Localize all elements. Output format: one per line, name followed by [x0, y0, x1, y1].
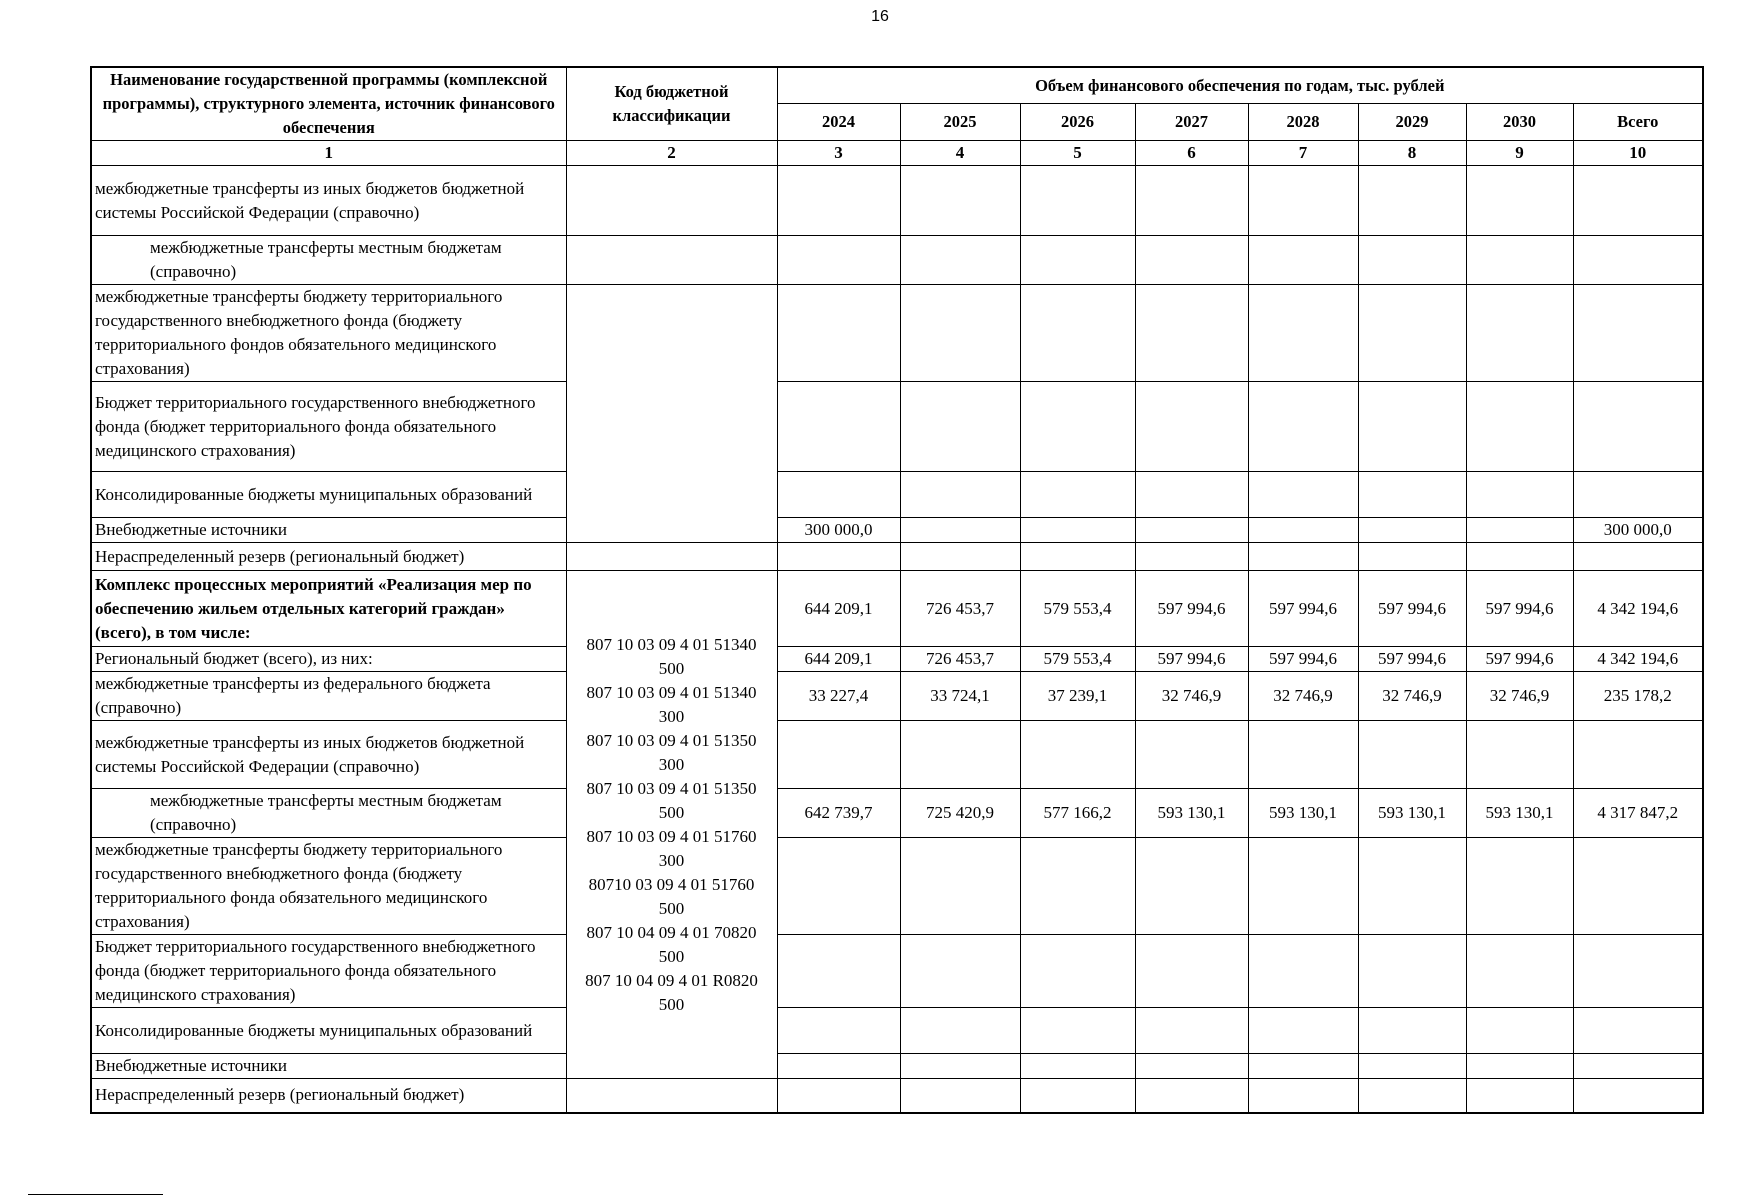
row-name: Внебюджетные источники [91, 1054, 566, 1079]
budget-code-line: 80710 03 09 4 01 51760 [588, 874, 755, 894]
value-cell [1020, 236, 1135, 285]
value-cell: 4 317 847,2 [1573, 789, 1703, 838]
row-name: межбюджетные трансферты местным бюджетам (справочно) [91, 789, 566, 838]
value-cell [1358, 472, 1466, 518]
value-cell [1020, 382, 1135, 472]
budget-code-line: 300 [658, 850, 685, 870]
value-cell [1466, 472, 1573, 518]
value-cell [777, 382, 900, 472]
code-cell [566, 236, 777, 285]
budget-code-line: 807 10 03 09 4 01 51760 [586, 826, 757, 846]
value-cell [1020, 166, 1135, 236]
value-cell: 4 342 194,6 [1573, 647, 1703, 672]
table-row [91, 1054, 1703, 1079]
value-cell: 597 994,6 [1248, 571, 1358, 647]
header-row-1 [91, 67, 1703, 104]
value-cell [1573, 935, 1703, 1008]
budget-code-line: 500 [658, 658, 685, 678]
column-number: 6 [1135, 141, 1248, 166]
value-cell [1248, 285, 1358, 382]
value-cell: 300 000,0 [777, 518, 900, 543]
value-cell [1135, 236, 1248, 285]
value-cell [1135, 166, 1248, 236]
row-name: межбюджетные трансферты бюджету территориального государственного внебюджетного фонда (бюджету территориального фонда обязательного медицинского страхования) [91, 838, 566, 935]
header-name-cell: Наименование государственной программы (комплексной программы), структурного элемента, источник финансового обеспечения [91, 67, 566, 141]
value-cell [1466, 1054, 1573, 1079]
table-row [91, 166, 1703, 236]
value-cell: 597 994,6 [1135, 647, 1248, 672]
value-cell [777, 721, 900, 789]
value-cell: 300 000,0 [1573, 518, 1703, 543]
value-cell [1248, 721, 1358, 789]
value-cell [1248, 166, 1358, 236]
budget-code-line: 807 10 04 09 4 01 R0820 [585, 970, 758, 990]
value-cell: 597 994,6 [1135, 571, 1248, 647]
table-row [91, 838, 1703, 935]
header-year-2030: 2030 [1466, 104, 1573, 141]
row-name: Бюджет территориального государственного внебюджетного фонда (бюджет территориального фонда обязательного медицинского страхования) [91, 935, 566, 1008]
header-year-2025: 2025 [900, 104, 1020, 141]
value-cell [1135, 721, 1248, 789]
value-cell [777, 1054, 900, 1079]
value-cell [1358, 721, 1466, 789]
value-cell [1135, 1054, 1248, 1079]
table-row [91, 518, 1703, 543]
value-cell [1358, 382, 1466, 472]
value-cell: 593 130,1 [1466, 789, 1573, 838]
value-cell [1020, 1008, 1135, 1054]
value-cell: 644 209,1 [777, 647, 900, 672]
value-cell [900, 382, 1020, 472]
budget-code-line: 807 10 03 09 4 01 51350 [586, 730, 757, 750]
table-row [91, 721, 1703, 789]
header-year-2026: 2026 [1020, 104, 1135, 141]
value-cell [900, 518, 1020, 543]
header-volume-cell: Объем финансового обеспечения по годам, тыс. рублей [777, 67, 1703, 104]
value-cell [1248, 236, 1358, 285]
value-cell [777, 166, 900, 236]
value-cell [1573, 543, 1703, 571]
row-name: Региональный бюджет (всего), из них: [91, 647, 566, 672]
value-cell [900, 838, 1020, 935]
table-row [91, 285, 1703, 382]
value-cell [900, 1054, 1020, 1079]
header-year-2028: 2028 [1248, 104, 1358, 141]
value-cell [1020, 1054, 1135, 1079]
value-cell [1466, 543, 1573, 571]
value-cell [777, 236, 900, 285]
value-cell [1573, 838, 1703, 935]
code-cell [566, 166, 777, 236]
column-number: 7 [1248, 141, 1358, 166]
row-name: межбюджетные трансферты из федерального бюджета (справочно) [91, 672, 566, 721]
value-cell [1466, 1008, 1573, 1054]
value-cell: 726 453,7 [900, 571, 1020, 647]
value-cell [1020, 1079, 1135, 1113]
value-cell [1248, 1079, 1358, 1113]
table-row [91, 382, 1703, 472]
value-cell [1573, 1079, 1703, 1113]
value-cell [900, 721, 1020, 789]
value-cell [900, 166, 1020, 236]
table-row [91, 789, 1703, 838]
value-cell: 235 178,2 [1573, 672, 1703, 721]
value-cell [1248, 472, 1358, 518]
value-cell [1020, 543, 1135, 571]
value-cell [1466, 721, 1573, 789]
value-cell [1573, 285, 1703, 382]
table-row [91, 543, 1703, 571]
value-cell [777, 838, 900, 935]
value-cell [900, 543, 1020, 571]
value-cell [1466, 518, 1573, 543]
budget-code-line: 807 10 03 09 4 01 51350 [586, 778, 757, 798]
column-number: 3 [777, 141, 900, 166]
row-name: Нераспределенный резерв (региональный бюджет) [91, 543, 566, 571]
value-cell: 32 746,9 [1358, 672, 1466, 721]
table-row [91, 1008, 1703, 1054]
value-cell [1248, 1054, 1358, 1079]
value-cell [1135, 382, 1248, 472]
code-cell [566, 1079, 777, 1113]
budget-code-cell [566, 571, 777, 1079]
column-number: 8 [1358, 141, 1466, 166]
code-cell [566, 285, 777, 543]
row-name: межбюджетные трансферты из иных бюджетов бюджетной системы Российской Федерации (справочно) [91, 166, 566, 236]
value-cell [1020, 721, 1135, 789]
value-cell [1466, 382, 1573, 472]
value-cell [1358, 543, 1466, 571]
value-cell: 642 739,7 [777, 789, 900, 838]
value-cell [777, 1008, 900, 1054]
value-cell [1248, 543, 1358, 571]
value-cell [1020, 935, 1135, 1008]
value-cell [1020, 518, 1135, 543]
budget-code-line: 300 [658, 754, 685, 774]
value-cell [1466, 285, 1573, 382]
value-cell [777, 543, 900, 571]
budget-code-line: 807 10 04 09 4 01 70820 [586, 922, 757, 942]
value-cell: 593 130,1 [1135, 789, 1248, 838]
value-cell: 37 239,1 [1020, 672, 1135, 721]
table-row [91, 935, 1703, 1008]
value-cell [777, 1079, 900, 1113]
value-cell [900, 1008, 1020, 1054]
column-number: 4 [900, 141, 1020, 166]
value-cell [1358, 1079, 1466, 1113]
value-cell: 32 746,9 [1466, 672, 1573, 721]
value-cell [1466, 1079, 1573, 1113]
table-row [91, 647, 1703, 672]
table-row [91, 472, 1703, 518]
column-number: 5 [1020, 141, 1135, 166]
value-cell [1358, 1054, 1466, 1079]
value-cell: 33 227,4 [777, 672, 900, 721]
value-cell: 577 166,2 [1020, 789, 1135, 838]
header-total: Всего [1573, 104, 1703, 141]
value-cell [1248, 382, 1358, 472]
value-cell [1358, 935, 1466, 1008]
value-cell: 644 209,1 [777, 571, 900, 647]
value-cell [1135, 285, 1248, 382]
value-cell [1135, 935, 1248, 1008]
column-number: 10 [1573, 141, 1703, 166]
row-name: Консолидированные бюджеты муниципальных образований [91, 1008, 566, 1054]
value-cell [1248, 1008, 1358, 1054]
value-cell: 597 994,6 [1248, 647, 1358, 672]
row-name: межбюджетные трансферты из иных бюджетов бюджетной системы Российской Федерации (справочно) [91, 721, 566, 789]
value-cell: 4 342 194,6 [1573, 571, 1703, 647]
value-cell: 726 453,7 [900, 647, 1020, 672]
table-row [91, 571, 1703, 647]
value-cell [1573, 166, 1703, 236]
row-name: межбюджетные трансферты местным бюджетам (справочно) [91, 236, 566, 285]
value-cell [1358, 166, 1466, 236]
page-number: 16 [871, 8, 889, 25]
financing-table [90, 66, 1704, 1114]
value-cell [1466, 935, 1573, 1008]
value-cell [777, 285, 900, 382]
header-code-cell: Код бюджетной классификации [566, 67, 777, 141]
code-cell [566, 543, 777, 571]
value-cell [1573, 382, 1703, 472]
budget-code-line: 500 [658, 946, 685, 966]
value-cell [1135, 1008, 1248, 1054]
value-cell: 579 553,4 [1020, 647, 1135, 672]
budget-code-line: 500 [658, 994, 685, 1014]
budget-code-line: 807 10 03 09 4 01 51340 [586, 682, 757, 702]
value-cell [1358, 285, 1466, 382]
value-cell [1358, 838, 1466, 935]
value-cell [900, 285, 1020, 382]
value-cell [1573, 1008, 1703, 1054]
value-cell: 579 553,4 [1020, 571, 1135, 647]
table-row [91, 1079, 1703, 1113]
value-cell: 593 130,1 [1248, 789, 1358, 838]
value-cell [1020, 472, 1135, 518]
value-cell [1358, 1008, 1466, 1054]
value-cell [1466, 166, 1573, 236]
row-name: Внебюджетные источники [91, 518, 566, 543]
value-cell: 725 420,9 [900, 789, 1020, 838]
table-row [91, 672, 1703, 721]
row-name: Нераспределенный резерв (региональный бюджет) [91, 1079, 566, 1113]
row-name: Консолидированные бюджеты муниципальных образований [91, 472, 566, 518]
value-cell [1573, 236, 1703, 285]
value-cell [1135, 518, 1248, 543]
value-cell [1358, 236, 1466, 285]
value-cell [1573, 472, 1703, 518]
value-cell [900, 1079, 1020, 1113]
value-cell: 597 994,6 [1358, 647, 1466, 672]
value-cell [1573, 721, 1703, 789]
value-cell: 597 994,6 [1358, 571, 1466, 647]
value-cell [1466, 236, 1573, 285]
value-cell [777, 472, 900, 518]
value-cell: 33 724,1 [900, 672, 1020, 721]
budget-code-line: 500 [658, 802, 685, 822]
footnote-separator [28, 1194, 163, 1195]
value-cell [1135, 838, 1248, 935]
value-cell [777, 935, 900, 1008]
value-cell [1573, 1054, 1703, 1079]
row-name: Комплекс процессных мероприятий «Реализация мер по обеспечению жильем отдельных категорий граждан» (всего), в том числе: [91, 571, 566, 647]
value-cell: 32 746,9 [1135, 672, 1248, 721]
row-name: Бюджет территориального государственного внебюджетного фонда (бюджет территориального фонда обязательного медицинского страхования) [91, 382, 566, 472]
value-cell: 32 746,9 [1248, 672, 1358, 721]
value-cell [1135, 543, 1248, 571]
column-number: 9 [1466, 141, 1573, 166]
value-cell [1248, 935, 1358, 1008]
header-year-2027: 2027 [1135, 104, 1248, 141]
column-number: 1 [91, 141, 566, 166]
value-cell [1135, 1079, 1248, 1113]
value-cell [1020, 285, 1135, 382]
header-year-2024: 2024 [777, 104, 900, 141]
value-cell: 593 130,1 [1358, 789, 1466, 838]
value-cell: 597 994,6 [1466, 571, 1573, 647]
value-cell [1135, 472, 1248, 518]
row-name: межбюджетные трансферты бюджету территориального государственного внебюджетного фонда (бюджету территориального фондов обязательного медицинского страхования) [91, 285, 566, 382]
value-cell [1020, 838, 1135, 935]
header-year-2029: 2029 [1358, 104, 1466, 141]
value-cell [900, 472, 1020, 518]
value-cell [900, 935, 1020, 1008]
value-cell [1248, 518, 1358, 543]
budget-code-line: 500 [658, 898, 685, 918]
column-numbers-row [91, 141, 1703, 166]
value-cell: 597 994,6 [1466, 647, 1573, 672]
budget-code-line: 807 10 03 09 4 01 51340 [586, 634, 757, 654]
value-cell [1466, 838, 1573, 935]
value-cell [900, 236, 1020, 285]
table-row [91, 236, 1703, 285]
value-cell [1248, 838, 1358, 935]
column-number: 2 [566, 141, 777, 166]
budget-code-line: 300 [658, 706, 685, 726]
value-cell [1358, 518, 1466, 543]
